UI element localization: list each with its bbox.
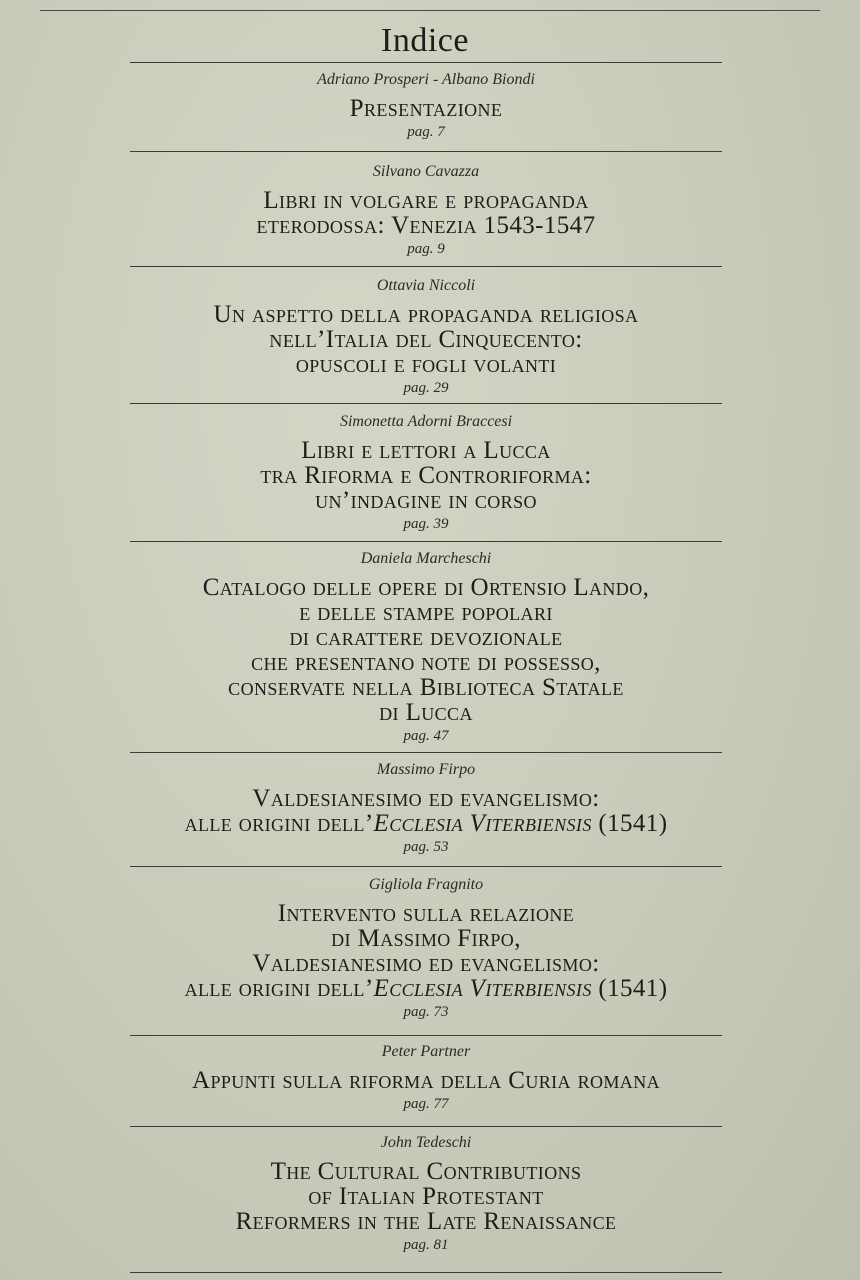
- divider: [130, 752, 722, 753]
- divider: [130, 151, 722, 152]
- toc-entry: [120, 162, 732, 259]
- divider: [130, 62, 722, 63]
- toc-entry: [120, 549, 732, 746]
- entry-page: pag. 39: [403, 516, 449, 532]
- entry-title: Presentazione: [349, 95, 503, 122]
- entry-title: The Cultural Contributions of Italian Protestant Reformers in the Late Renaissance: [235, 1158, 617, 1235]
- entry-author: Silvano Cavazza: [372, 163, 480, 180]
- entry-author: Gigliola Fragnito: [368, 876, 484, 893]
- entry-title: Libri in volgare e propaganda eterodossa: Venezia 1543-1547: [256, 187, 596, 239]
- toc-entry: [120, 1133, 732, 1255]
- toc-entry: [120, 412, 732, 534]
- entry-title: Un aspetto della propaganda religiosa nell’Italia del Cinquecento: opuscoli e fogli volanti: [213, 301, 639, 378]
- entry-page: pag. 9: [407, 241, 445, 257]
- toc-entry: [120, 760, 732, 857]
- entry-author: Adriano Prosperi - Albano Biondi: [317, 71, 535, 88]
- entry-title: Intervento sulla relazione di Massimo Firpo, Valdesianesimo ed evangelismo: alle origini dell’Ecclesia Viterbiensis (1541): [184, 900, 668, 1002]
- toc-entry: [120, 70, 732, 142]
- entry-author: Massimo Firpo: [376, 761, 476, 778]
- entry-page: pag. 7: [407, 124, 445, 140]
- divider: [130, 1035, 722, 1036]
- entry-page: pag. 77: [403, 1096, 449, 1112]
- divider: [130, 866, 722, 867]
- entry-page: pag. 81: [403, 1237, 449, 1253]
- entry-author: John Tedeschi: [380, 1134, 472, 1151]
- divider: [130, 1126, 722, 1127]
- entry-author: Daniela Marcheschi: [360, 550, 492, 567]
- entry-author: Simonetta Adorni Braccesi: [339, 413, 513, 430]
- entry-title: Appunti sulla riforma della Curia romana: [192, 1067, 660, 1094]
- entry-title: Catalogo delle opere di Ortensio Lando, e delle stampe popolari di carattere devozionale che presentano note di possesso, conservate nella Biblioteca Statale di Lucca: [202, 574, 650, 726]
- top-rule: [40, 10, 820, 11]
- entry-author: Peter Partner: [381, 1043, 471, 1060]
- toc-entry: [120, 276, 732, 398]
- toc-entry: [120, 1042, 732, 1114]
- entry-page: pag. 29: [403, 380, 449, 396]
- entry-page: pag. 47: [403, 728, 449, 744]
- divider: [130, 541, 722, 542]
- divider: [130, 1272, 722, 1273]
- toc-entry: [120, 875, 732, 1022]
- divider: [130, 403, 722, 404]
- entry-title: Libri e lettori a Lucca tra Riforma e Controriforma: un’indagine in corso: [260, 437, 592, 514]
- entry-title: Valdesianesimo ed evangelismo: alle origini dell’Ecclesia Viterbiensis (1541): [184, 785, 668, 837]
- divider: [130, 266, 722, 267]
- page-title: Indice: [381, 22, 469, 59]
- entry-page: pag. 73: [403, 1004, 449, 1020]
- entry-author: Ottavia Niccoli: [376, 277, 476, 294]
- entry-page: pag. 53: [403, 839, 449, 855]
